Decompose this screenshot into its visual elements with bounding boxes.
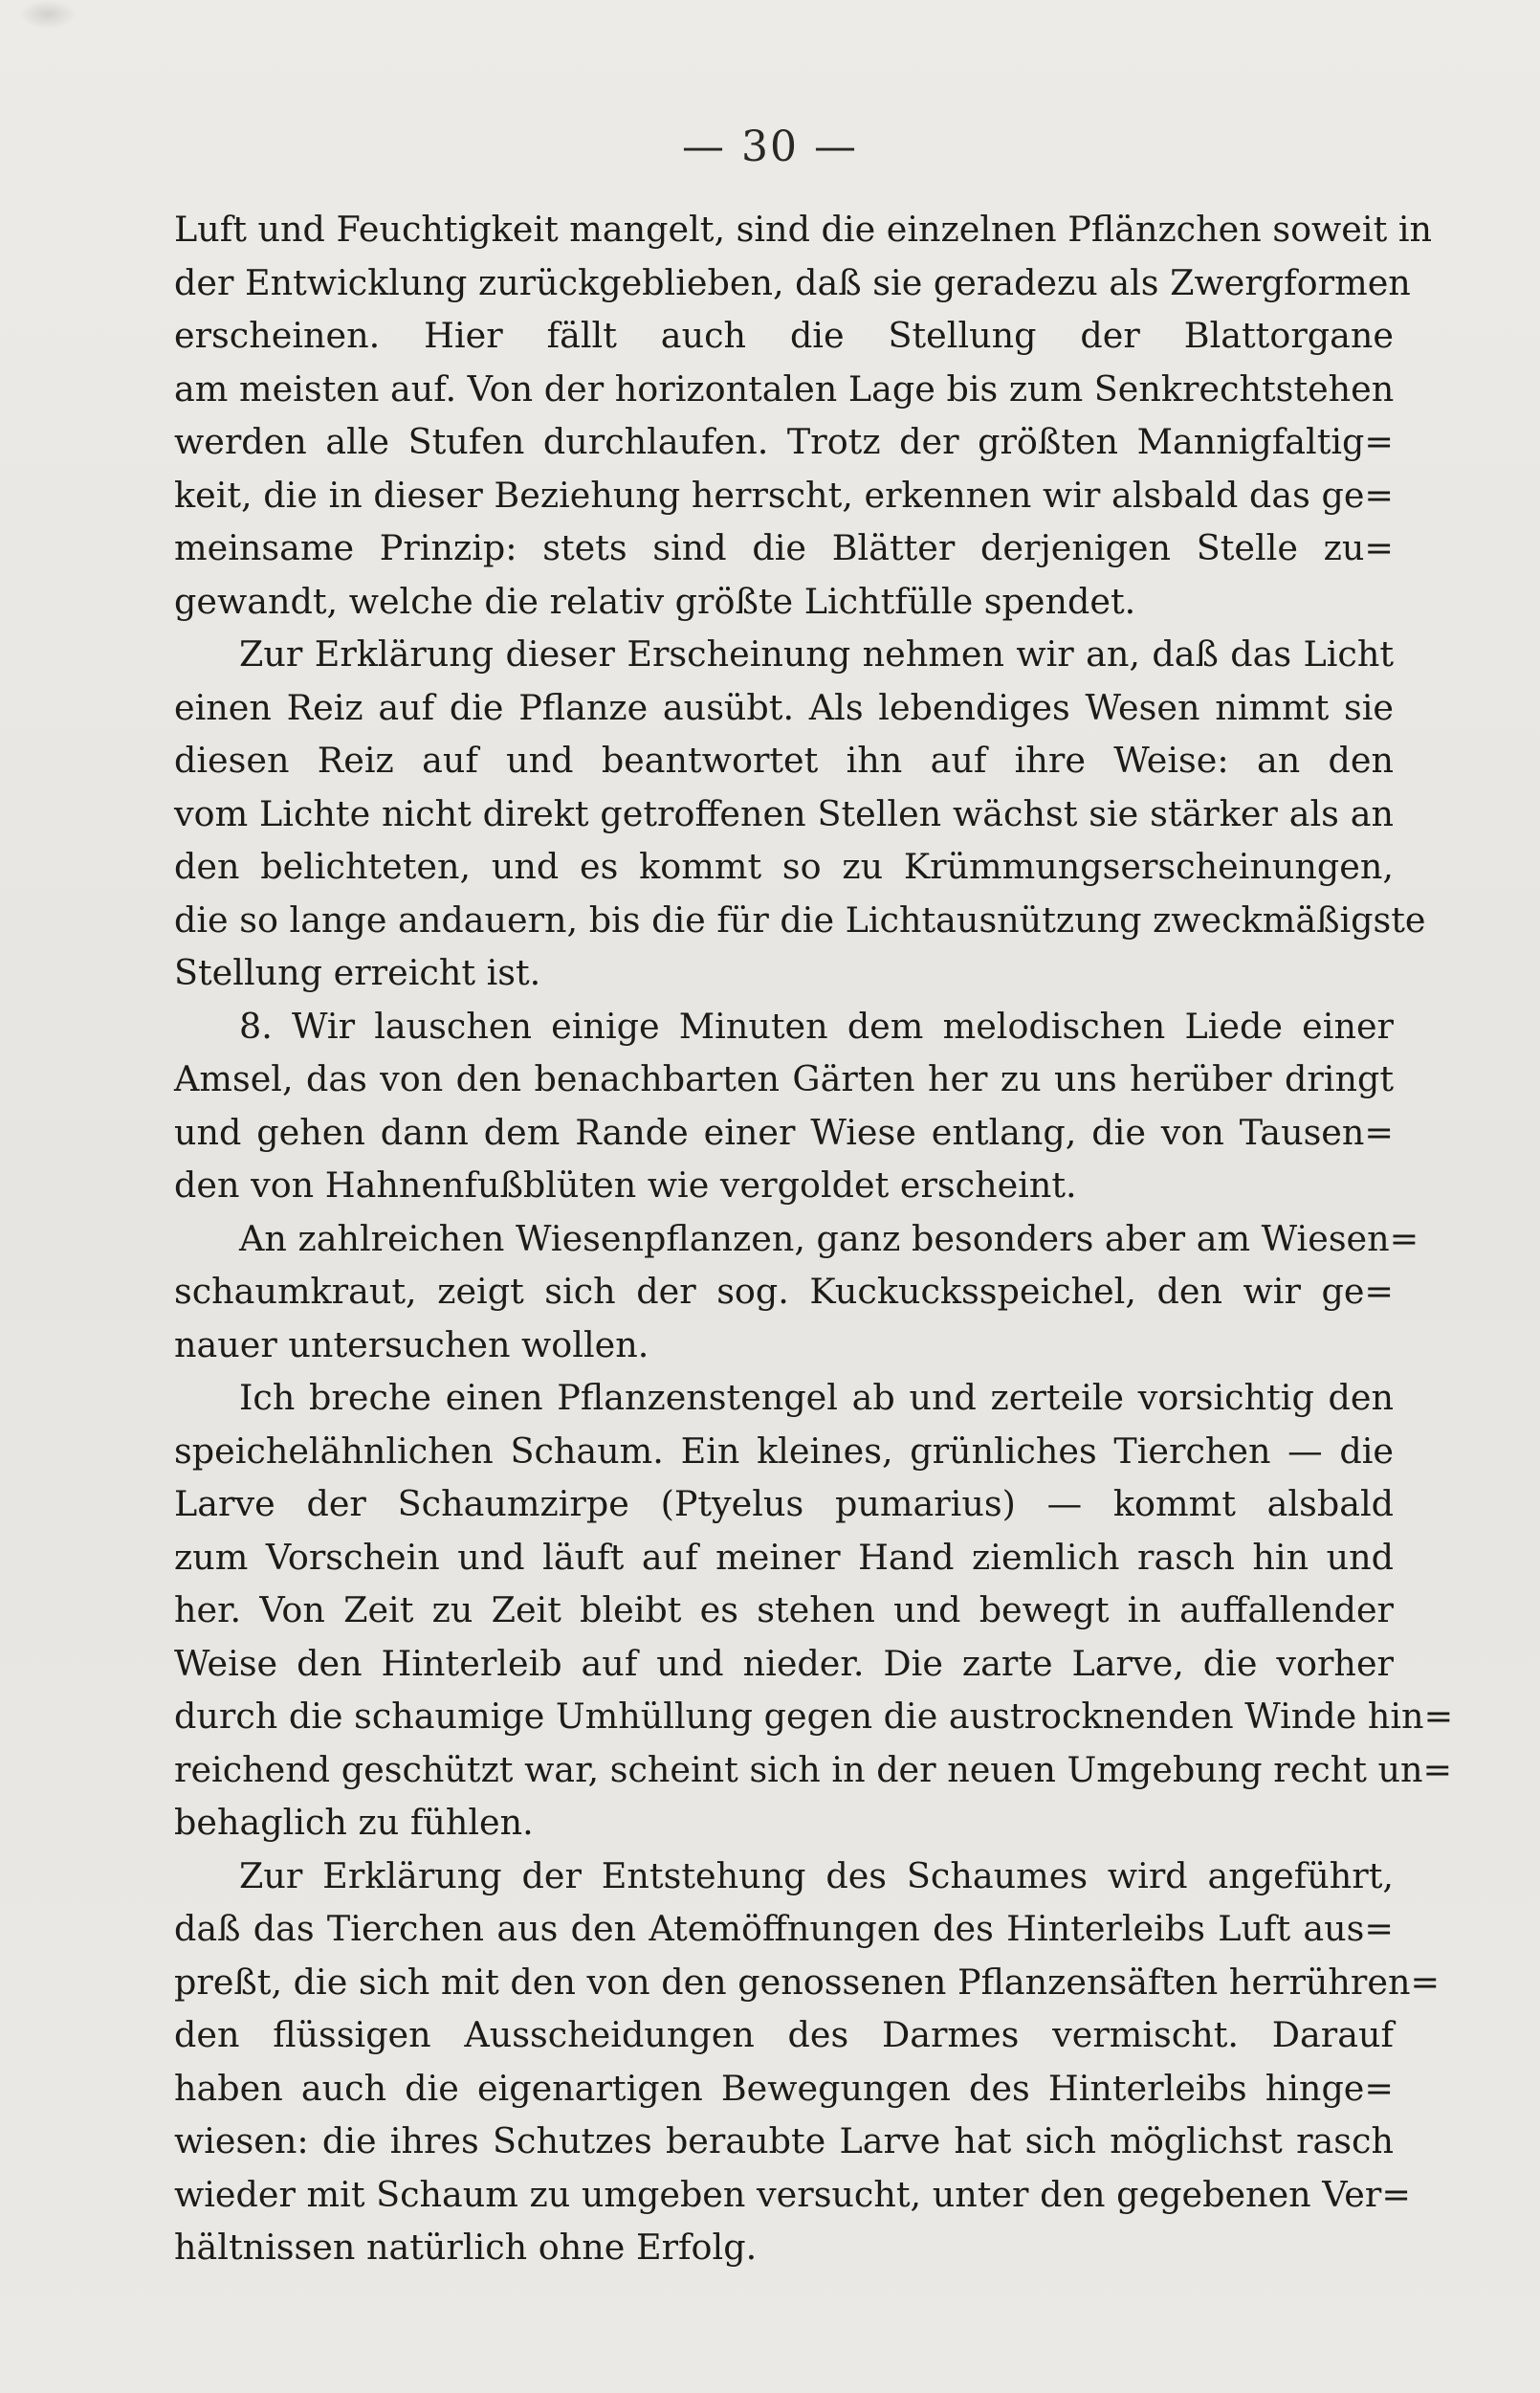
text-line: den flüssigen Ausscheidungen des Darmes vermischt. Darauf <box>174 2014 1394 2055</box>
text-line: haben auch die eigenartigen Bewegungen des Hinterleibs hinge= <box>174 2067 1394 2109</box>
text-line: 8. Wir lauschen einige Minuten dem melodischen Liede einer <box>239 1005 1394 1047</box>
text-line: erscheinen. Hier fällt auch die Stellung der Blattorgane <box>174 315 1394 356</box>
text-line: Stellung erreicht ist. <box>174 952 541 993</box>
text-line: vom Lichte nicht direkt getroffenen Stellen wächst sie stärker als an <box>174 792 1394 834</box>
text-line: einen Reiz auf die Pflanze ausübt. Als lebendiges Wesen nimmt sie <box>174 686 1394 728</box>
text-line: zum Vorschein und läuft auf meiner Hand ziemlich rasch hin und <box>174 1536 1394 1578</box>
text-line: den von Hahnenfußblüten wie vergoldet erscheint. <box>174 1164 1077 1206</box>
text-line: am meisten auf. Von der horizontalen Lage bis zum Senkrechtstehen <box>174 367 1395 410</box>
text-line: An zahlreichen Wiesenpflanzen, ganz besonders aber am Wiesen= <box>239 1217 1419 1259</box>
text-line: Ich breche einen Pflanzenstengel ab und zerteile vorsichtig den <box>239 1377 1394 1418</box>
text-line: werden alle Stufen durchlaufen. Trotz der größten Mannigfaltig= <box>174 421 1394 462</box>
text-line: Zur Erklärung dieser Erscheinung nehmen wir an, daß das Licht <box>239 633 1394 675</box>
text-line: diesen Reiz auf und beantwortet ihn auf ihre Weise: an den <box>174 740 1394 781</box>
text-line: den belichteten, und es kommt so zu Krümmungserscheinungen, <box>174 846 1394 887</box>
body-text <box>174 203 1454 2274</box>
text-line: die so lange andauern, bis die für die Lichtausnützung zweckmäßigste <box>174 898 1426 941</box>
text-line: nauer untersuchen wollen. <box>174 1323 649 1365</box>
text-line: preßt, die sich mit den von den genossenen Pflanzensäften herrühren= <box>174 1961 1441 2003</box>
text-line: daß das Tierchen aus den Atemöffnungen des Hinterleibs Luft aus= <box>174 1908 1394 1949</box>
text-line: Weise den Hinterleib auf und nieder. Die zarte Larve, die vorher <box>174 1642 1394 1684</box>
text-line: durch die schaumige Umhüllung gegen die austrocknenden Winde hin= <box>174 1695 1454 1737</box>
text-line: reichend geschützt war, scheint sich in der neuen Umgebung recht un= <box>174 1748 1453 1790</box>
scan-smudge <box>19 0 77 29</box>
text-line: meinsame Prinzip: stets sind die Blätter derjenigen Stelle zu= <box>174 527 1394 568</box>
text-line: behaglich zu fühlen. <box>174 1802 534 1843</box>
text-line: Zur Erklärung der Entstehung des Schaumes wird angeführt, <box>239 1854 1394 1896</box>
text-line: wieder mit Schaum zu umgeben versucht, unter den gegebenen Ver= <box>174 2173 1411 2215</box>
text-line: her. Von Zeit zu Zeit bleibt es stehen und bewegt in auffallender <box>174 1589 1394 1630</box>
text-line: gewandt, welche die relativ größte Lichtfülle spendet. <box>174 580 1136 622</box>
text-line: speichelähnlichen Schaum. Ein kleines, grünliches Tierchen — die <box>174 1429 1394 1472</box>
text-line: Amsel, das von den benachbarten Gärten her zu uns herüber dringt <box>174 1058 1394 1099</box>
text-line: der Entwicklung zurückgeblieben, daß sie geradezu als Zwergformen <box>174 261 1411 303</box>
text-line: schaumkraut, zeigt sich der sog. Kuckucksspeichel, den wir ge= <box>174 1271 1394 1312</box>
text-line: wiesen: die ihres Schutzes beraubte Larve hat sich möglichst rasch <box>174 2120 1394 2161</box>
text-line: und gehen dann dem Rande einer Wiese entlang, die von Tausen= <box>174 1111 1394 1153</box>
text-line: keit, die in dieser Beziehung herrscht, erkennen wir alsbald das ge= <box>174 474 1394 516</box>
page-number: — 30 — <box>682 122 858 171</box>
text-line: Larve der Schaumzirpe (Ptyelus pumarius) — kommt alsbald <box>174 1483 1394 1524</box>
text-line: hältnissen natürlich ohne Erfolg. <box>174 2227 758 2268</box>
text-line: Luft und Feuchtigkeit mangelt, sind die einzelnen Pflänzchen soweit in <box>174 209 1433 250</box>
